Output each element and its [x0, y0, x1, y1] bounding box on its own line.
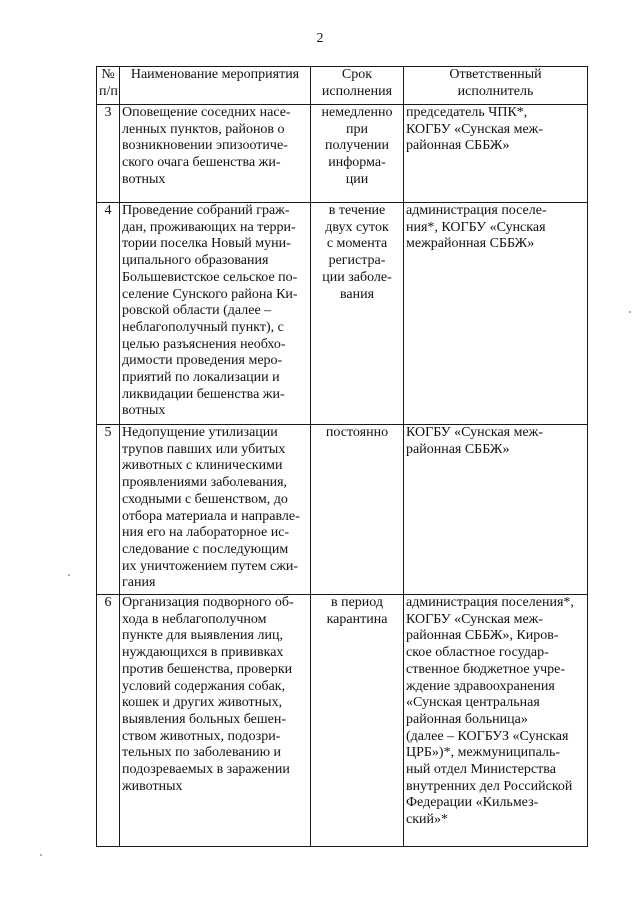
- measure-name-line: вотных: [122, 171, 166, 187]
- responsible-line: ский»*: [406, 812, 448, 828]
- measure-name-line: ликвидации бешенства жи-: [122, 386, 285, 402]
- measure-name-line: дан, проживающих на терри-: [122, 219, 296, 235]
- deadline-line: постоянно: [325, 425, 389, 440]
- deadline-cell: [311, 595, 404, 847]
- measure-name-line: выявления больных бешен-: [122, 711, 287, 727]
- header-deadline: [311, 67, 404, 105]
- measure-name-line: ленных пунктов, районов о: [122, 121, 285, 137]
- header-measure-name: [120, 67, 311, 105]
- measure-name-line: тории поселка Новый муни-: [122, 236, 291, 252]
- row-number-cell: 3: [97, 105, 120, 203]
- measure-name-line: вотных: [122, 403, 166, 419]
- measure-name-cell: [120, 105, 311, 203]
- responsible-cell: [404, 203, 588, 425]
- measure-name-line: ровской области (далее –: [122, 303, 272, 319]
- header-line: Наименование мероприятия: [130, 67, 300, 82]
- table-row: [97, 425, 588, 595]
- measure-name-line: проявлениями заболевания,: [122, 475, 288, 491]
- scan-speck: [40, 854, 42, 856]
- deadline-line: получении: [324, 138, 390, 154]
- measure-name-line: Большевистское сельское по-: [122, 269, 298, 285]
- measure-name-line: Недопущение утилизации: [122, 425, 278, 440]
- responsible-line: администрация поселения*,: [406, 595, 574, 611]
- responsible-line: председатель ЧПК*,: [406, 105, 528, 120]
- responsible-line: администрация поселе-: [406, 203, 547, 218]
- measure-name-line: пункте для выявления лиц,: [122, 628, 283, 644]
- measure-name-cell: [120, 425, 311, 595]
- header-line: №: [101, 67, 115, 82]
- deadline-line: в течение: [328, 203, 386, 218]
- header-line: исполнения: [321, 83, 393, 99]
- measure-name-cell: [120, 203, 311, 425]
- responsible-line: ственное бюджетное учре-: [406, 661, 566, 677]
- header-line: Срок: [341, 67, 373, 82]
- header-line: исполнитель: [457, 83, 534, 99]
- measure-name-line: против бешенства, проверки: [122, 661, 293, 677]
- deadline-line: ции: [345, 171, 369, 187]
- responsible-cell: [404, 595, 588, 847]
- responsible-line: ния*, КОГБУ «Сунская: [406, 219, 546, 235]
- measure-name-line: животных с клиническими: [122, 458, 283, 474]
- responsible-cell: [404, 425, 588, 595]
- measure-name-line: приятий по локализации и: [122, 370, 280, 386]
- deadline-line: вания: [339, 286, 375, 302]
- responsible-line: КОГБУ «Сунская меж-: [406, 121, 543, 137]
- row-number-cell: 5: [97, 425, 120, 595]
- measure-name-line: ством животных, подозри-: [122, 728, 281, 744]
- measure-name-line: ского очага бешенства жи-: [122, 155, 281, 171]
- measure-name-line: гания: [122, 575, 156, 591]
- measure-name-line: подозреваемых в заражении: [122, 762, 290, 778]
- measure-name-line: Оповещение соседних насе-: [122, 105, 291, 120]
- deadline-line: с момента: [326, 236, 388, 252]
- deadline-line: информа-: [328, 155, 386, 171]
- deadline-line: ции заболе-: [322, 269, 392, 285]
- measure-name-cell: [120, 595, 311, 847]
- measure-name-line: условий содержания собак,: [122, 678, 286, 694]
- page-number: 2: [316, 31, 324, 46]
- scan-speck: [629, 311, 631, 313]
- responsible-line: районная больница»: [406, 711, 528, 727]
- measure-name-line: сходными с бешенством, до: [122, 491, 288, 507]
- responsible-line: КОГБУ «Сунская меж-: [406, 425, 543, 440]
- deadline-line: карантина: [326, 611, 388, 627]
- measure-name-line: возникновении эпизоотиче-: [122, 138, 288, 154]
- responsible-line: (далее – КОГБУЗ «Сунская: [406, 728, 569, 744]
- measure-name-line: тельных по заболеванию и: [122, 745, 282, 761]
- responsible-line: районная СББЖ»: [406, 138, 510, 154]
- deadline-line: немедленно: [321, 105, 393, 120]
- table-header-row: [97, 67, 588, 105]
- measure-name-line: димости проведения меро-: [122, 353, 283, 369]
- responsible-line: ждение здравоохранения: [406, 678, 555, 694]
- header-line: п/п: [99, 83, 118, 99]
- deadline-cell: [311, 203, 404, 425]
- responsible-line: Федерации «Кильмез-: [406, 795, 539, 811]
- table-row: [97, 203, 588, 425]
- measure-name-line: Организация подворного об-: [122, 595, 294, 611]
- measure-name-line: хода в неблагополучном: [122, 611, 267, 627]
- measure-name-line: целью разъяснения необхо-: [122, 336, 286, 352]
- measure-name-line: следование с последующим: [122, 541, 289, 557]
- measure-name-line: отбора материала и направле-: [122, 508, 300, 524]
- responsible-line: КОГБУ «Сунская меж-: [406, 611, 543, 627]
- measure-name-line: ципального образования: [122, 253, 269, 269]
- measure-name-line: Проведение собраний граж-: [122, 203, 290, 218]
- measures-table: [96, 66, 588, 847]
- responsible-line: ЦРБ»)*, межмуниципаль-: [406, 745, 561, 761]
- measure-name-line: селение Сунского района Ки-: [122, 286, 298, 302]
- responsible-line: ный отдел Министерства: [406, 762, 556, 778]
- responsible-line: ское областное государ-: [406, 645, 549, 661]
- responsible-line: районная СББЖ», Киров-: [406, 628, 559, 644]
- measure-name-line: ния его на лабораторное ис-: [122, 525, 290, 541]
- table-body: [97, 105, 588, 847]
- responsible-line: «Сунская центральная: [406, 695, 540, 711]
- deadline-cell: [311, 425, 404, 595]
- measure-name-line: их уничтожением путем сжи-: [122, 558, 299, 574]
- measure-name-line: нуждающихся в прививках: [122, 645, 284, 661]
- deadline-line: в период: [330, 595, 384, 611]
- responsible-cell: [404, 105, 588, 203]
- deadline-line: регистра-: [328, 253, 386, 269]
- row-number-cell: 4: [97, 203, 120, 425]
- responsible-line: районная СББЖ»: [406, 441, 510, 457]
- measure-name-line: неблагополучный пункт), с: [122, 319, 284, 335]
- header-number: [97, 67, 120, 105]
- measure-name-line: кошек и других животных,: [122, 695, 283, 711]
- deadline-line: при: [346, 121, 368, 137]
- responsible-line: внутренних дел Российской: [406, 778, 573, 794]
- row-number-cell: 6: [97, 595, 120, 847]
- responsible-line: межрайонная СББЖ»: [406, 236, 535, 252]
- measure-name-line: трупов павших или убитых: [122, 441, 286, 457]
- measure-name-line: животных: [122, 778, 183, 794]
- deadline-cell: [311, 105, 404, 203]
- table-row: [97, 595, 588, 847]
- scan-speck: [68, 574, 70, 576]
- header-responsible: [404, 67, 588, 105]
- header-line: Ответственный: [449, 67, 542, 82]
- deadline-line: двух суток: [325, 219, 389, 235]
- table-row: [97, 105, 588, 203]
